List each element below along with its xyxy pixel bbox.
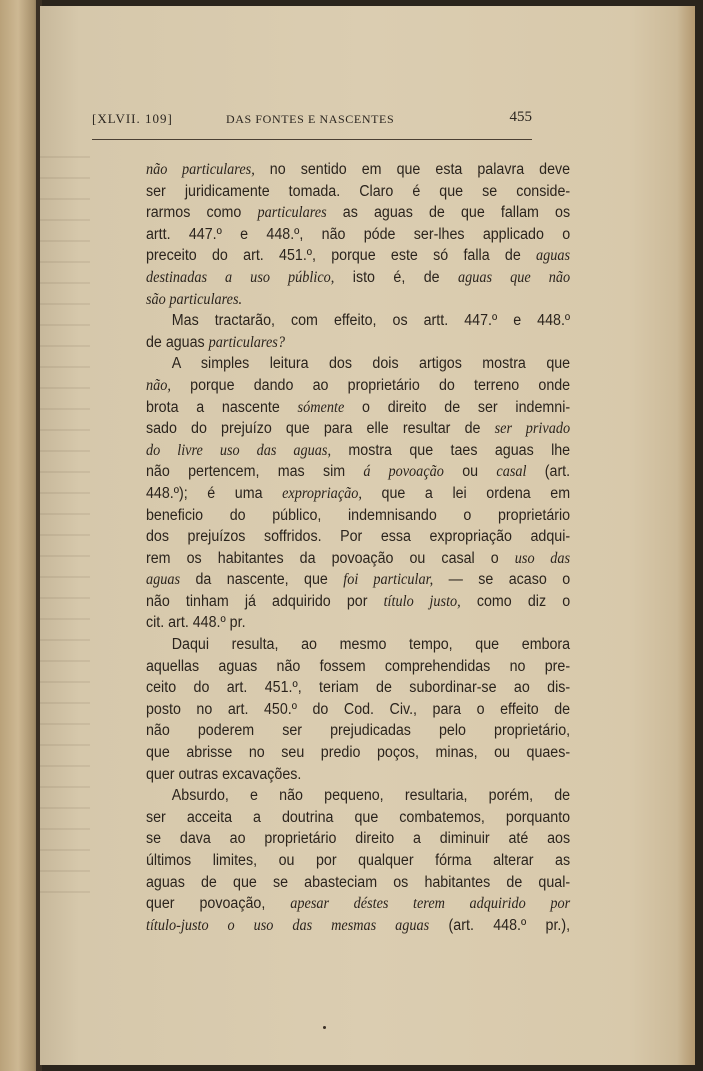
text-run: no sentido em que esta palavra deve [254, 161, 571, 178]
italic-text: uso das [514, 549, 571, 567]
text-run: ser juridicamente tomada. Claro é que se conside- [146, 182, 571, 200]
text-line [146, 159, 570, 181]
italic-text: título-justo o uso das mesmas aguas [146, 916, 430, 934]
text-line [146, 850, 570, 872]
text-line [146, 245, 570, 267]
text-line [146, 872, 570, 894]
text-run: (art. [526, 463, 571, 481]
text-line [146, 828, 570, 850]
text-line [146, 699, 570, 721]
text-line [146, 612, 570, 634]
italic-text: sómente [297, 398, 345, 416]
page-mark [323, 1026, 326, 1029]
text-line [146, 289, 570, 311]
text-run: artt. 447.º e 448.º, não póde ser-lhes applicado o [146, 225, 571, 243]
text-line [146, 353, 570, 375]
text-line [146, 915, 570, 937]
text-line [146, 677, 570, 699]
text-line [146, 742, 570, 764]
text-line [146, 634, 570, 656]
body-text [146, 159, 570, 936]
text-line [146, 332, 570, 354]
italic-text: expropriação, [282, 484, 362, 502]
text-line [146, 181, 570, 203]
italic-text: particulares [257, 204, 327, 222]
text-run: se dava ao proprietário direito a diminuir até aos [146, 830, 571, 848]
text-run: dos prejuízos soffridos. Por essa expropriação adqui- [146, 528, 571, 546]
italic-text: não particulares, [146, 161, 255, 178]
text-line [146, 267, 570, 289]
text-line [146, 483, 570, 505]
text-run: posto no art. 450.º do Cod. Civ., para o effeito de [146, 700, 571, 718]
text-run: aguas de que se abasteciam os habitantes de qual- [146, 873, 571, 891]
text-run: Absurdo, e não pequeno, resultaria, porém, de [171, 787, 571, 805]
text-line [146, 656, 570, 678]
text-line [146, 548, 570, 570]
text-run: que a lei ordena em [361, 484, 571, 502]
text-line [146, 526, 570, 548]
text-run: Mas tractarão, com effeito, os artt. 447.º e 448.º [171, 312, 571, 330]
text-run: como diz o [460, 592, 571, 610]
italic-text: particulares? [208, 333, 285, 351]
text-run: que abrisse no seu predio poços, minas, ou quaes- [146, 744, 571, 762]
text-line [146, 440, 570, 462]
text-run: rarmos como [146, 204, 258, 222]
italic-text: do livre uso das aguas, [146, 441, 332, 459]
show-through-text [40, 156, 90, 906]
text-run: isto é, de [334, 268, 459, 286]
text-line [146, 569, 570, 591]
italic-text: aguas [536, 247, 571, 265]
running-header [92, 109, 532, 131]
italic-text: destinadas a uso público, [146, 268, 335, 286]
text-line [146, 397, 570, 419]
header-rule [92, 139, 532, 140]
text-line [146, 461, 570, 483]
text-run: de aguas [146, 333, 209, 351]
book-page [40, 6, 695, 1065]
text-run: (art. 448.º pr.), [429, 916, 571, 934]
text-run: A simples leitura dos dois artigos mostra que [171, 355, 571, 373]
page-number: 455 [509, 109, 532, 125]
text-run: rem os habitantes da povoação ou casal o [146, 549, 515, 567]
italic-text: foi particular, [343, 571, 434, 589]
text-run: 448.º); é uma [146, 484, 283, 502]
italic-text: ser privado [494, 420, 571, 438]
text-run: ceito do art. 451.º, teriam de subordinar-se ao dis- [146, 679, 571, 697]
text-run: brota a nascente [146, 398, 298, 416]
italic-text: não, [146, 376, 171, 394]
text-line [146, 310, 570, 332]
text-run: não tinham já adquirido por [146, 592, 384, 610]
italic-text: apesar déstes terem adquirido por [290, 895, 571, 913]
italic-text: aguas que não [458, 268, 571, 286]
text-run: quer povoação, [146, 895, 291, 913]
text-run: ou [443, 463, 497, 481]
text-line [146, 418, 570, 440]
text-line [146, 720, 570, 742]
text-run: — se acaso o [433, 571, 571, 589]
text-run: não poderem ser prejudicadas pelo proprietário, [146, 722, 571, 740]
text-run: não pertencem, mas sim [146, 463, 364, 481]
text-line [146, 591, 570, 613]
text-run: últimos limites, ou por qualquer fórma alterar as [146, 852, 571, 869]
text-run: beneficio do público, indemnisando o proprietário [146, 506, 571, 524]
section-reference: [XLVII. 109] [92, 111, 173, 126]
italic-text: são particulares. [146, 290, 243, 308]
facing-page-edge [0, 0, 40, 1071]
text-run: aquellas aguas não fossem comprehendidas no pre- [146, 657, 571, 675]
text-run: Daqui resulta, ao mesmo tempo, que embora [171, 636, 571, 654]
text-run: preceito do art. 451.º, porque este só falla de [146, 247, 537, 265]
text-line [146, 764, 570, 786]
text-line [146, 893, 570, 915]
text-run: o direito de ser indemni- [344, 398, 571, 416]
text-line [146, 202, 570, 224]
italic-text: aguas [146, 571, 181, 589]
text-run: cit. art. 448.º pr. [146, 614, 246, 632]
italic-text: á povoação [363, 463, 444, 481]
text-line [146, 224, 570, 246]
text-run: ser acceita a doutrina que combatemos, porquanto [146, 808, 571, 826]
text-line [146, 807, 570, 829]
italic-text: casal [496, 463, 527, 481]
text-run: porque dando ao proprietário do terreno onde [170, 376, 571, 394]
italic-text: título justo, [383, 592, 461, 610]
text-run: sado do prejuízo que para elle resultar de [146, 420, 495, 438]
text-run: as aguas de que fallam os [326, 204, 571, 222]
text-line [146, 505, 570, 527]
text-run: mostra que taes aguas lhe [331, 441, 571, 459]
text-run: da nascente, que [180, 571, 344, 589]
text-line [146, 785, 570, 807]
text-run: quer outras excavações. [146, 765, 302, 783]
chapter-title: DAS FONTES E NASCENTES [226, 112, 395, 126]
text-line [146, 375, 570, 397]
